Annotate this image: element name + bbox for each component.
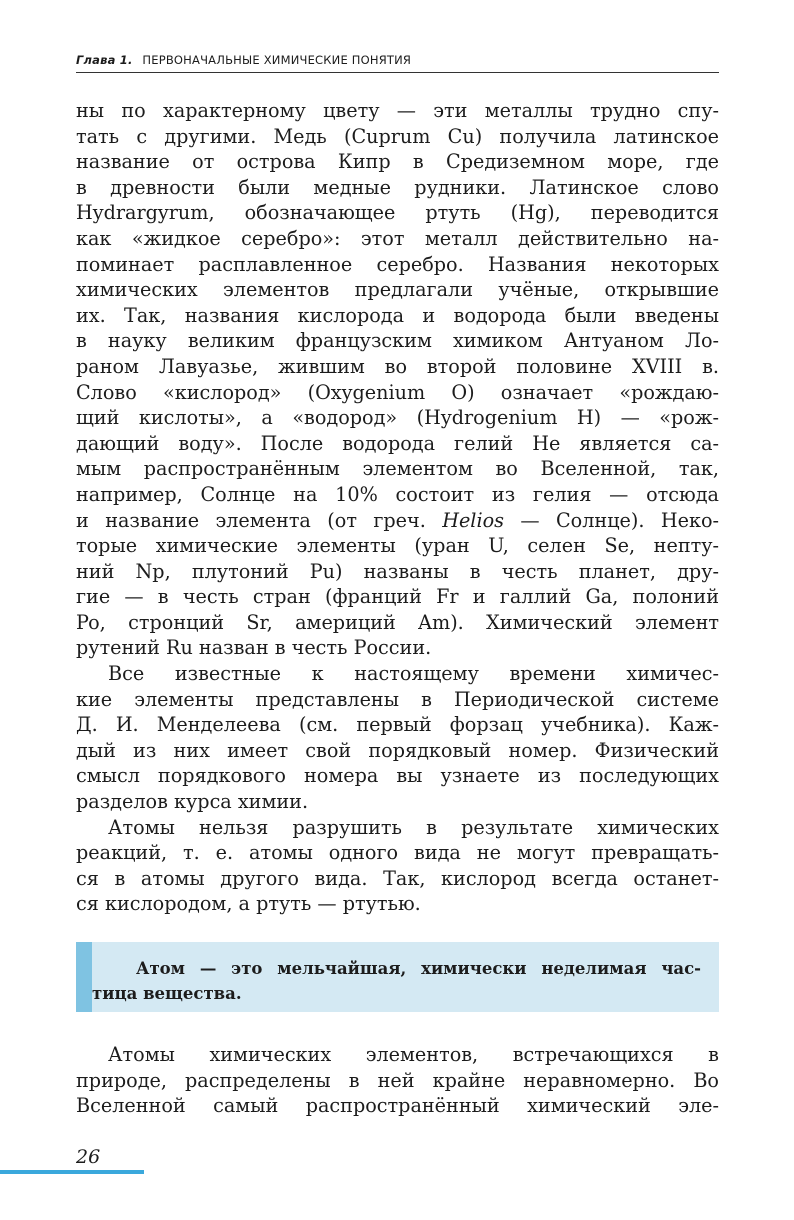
page-number-rule bbox=[0, 1170, 144, 1174]
text-line: Hydrargyrum, обозначающее ртуть (Hg), переводится bbox=[76, 201, 719, 225]
text-line: Вселенной самый распространённый химический эле- bbox=[76, 1094, 719, 1118]
text-line: в древности были медные рудники. Латинское слово bbox=[76, 175, 719, 199]
main-text bbox=[76, 98, 719, 917]
text-line: щий кислоты», а «водород» (Hydrogenium H) — «рож- bbox=[76, 406, 719, 430]
text-line: Д. И. Менделеева (см. первый форзац учебника). Каж- bbox=[76, 713, 719, 737]
text-line: поминает расплавленное серебро. Названия некоторых bbox=[76, 252, 719, 276]
definition-line: тица вещества. bbox=[92, 984, 242, 1003]
text-line: разделов курса химии. bbox=[76, 790, 309, 814]
helios-word: Helios bbox=[442, 508, 504, 532]
definition-line: Атом — это мельчайшая, химически неделимая час- bbox=[136, 959, 701, 978]
text-line: гие — в честь стран (франций Fr и галлий Ga, полоний bbox=[76, 585, 719, 609]
text-line: тать с другими. Медь (Cuprum Cu) получила латинское bbox=[76, 124, 719, 148]
text-line: Все известные к настоящему времени химичес- bbox=[108, 662, 719, 686]
chapter-title: ПЕРВОНАЧАЛЬНЫЕ ХИМИЧЕСКИЕ ПОНЯТИЯ bbox=[142, 53, 412, 67]
text-line: дый из них имеет свой порядковый номер. Физический bbox=[76, 738, 719, 762]
text-line: мым распространённым элементом во Вселенной, так, bbox=[76, 457, 719, 481]
text-line: Атомы химических элементов, встречающихся в bbox=[108, 1043, 719, 1066]
text-line: ся в атомы другого вида. Так, кислород всегда останет- bbox=[76, 866, 719, 890]
text-line: раном Лавуазье, жившим во второй половине XVIII в. bbox=[76, 354, 719, 378]
line17-after: — Солнце). Неко- bbox=[503, 508, 719, 532]
text-line: смысл порядкового номера вы узнаете из последующих bbox=[76, 764, 719, 788]
main-text-continued bbox=[76, 1042, 719, 1119]
text-line: в науку великим французским химиком Антуаном Ло- bbox=[76, 329, 719, 353]
chapter-label: Глава 1. bbox=[76, 53, 133, 67]
text-line: название от острова Кипр в Средиземном море, где bbox=[76, 150, 719, 174]
definition-box bbox=[76, 942, 719, 1012]
text-line-helios bbox=[76, 508, 719, 534]
text-line: реакций, т. е. атомы одного вида не могут превращать- bbox=[76, 841, 719, 865]
text-line: дающий воду». После водорода гелий He является са- bbox=[76, 431, 719, 455]
text-line: Po, стронций Sr, америций Am). Химический элемент bbox=[76, 610, 719, 634]
text-line: ся кислородом, а ртуть — ртутью. bbox=[76, 892, 421, 916]
text-line: химических элементов предлагали учёные, открывшие bbox=[76, 278, 719, 302]
text-line: природе, распределены в ней крайне неравномерно. Во bbox=[76, 1068, 719, 1092]
definition-accent-bar bbox=[76, 942, 92, 1012]
text-line: например, Солнце на 10% состоит из гелия — отсюда bbox=[76, 482, 719, 506]
text-line: Слово «кислород» (Oxygenium O) означает «рождаю- bbox=[76, 380, 719, 404]
text-line: как «жидкое серебро»: этот металл действительно на- bbox=[76, 226, 719, 250]
definition-text bbox=[92, 956, 701, 1006]
page-number: 26 bbox=[76, 1146, 101, 1168]
line17-before: и название элемента (от греч. bbox=[76, 508, 443, 532]
page-header bbox=[76, 52, 719, 73]
text-line: их. Так, названия кислорода и водорода были введены bbox=[76, 303, 719, 327]
text-line: рутений Ru назван в честь России. bbox=[76, 636, 432, 660]
text-line: кие элементы представлены в Периодической системе bbox=[76, 687, 719, 711]
text-line: торые химические элементы (уран U, селен Se, непту- bbox=[76, 534, 719, 558]
text-line: ний Np, плутоний Pu) названы в честь планет, дру- bbox=[76, 559, 719, 583]
text-line: Атомы нельзя разрушить в результате химических bbox=[108, 815, 719, 839]
text-line: ны по характерному цвету — эти металлы трудно спу- bbox=[76, 99, 719, 122]
